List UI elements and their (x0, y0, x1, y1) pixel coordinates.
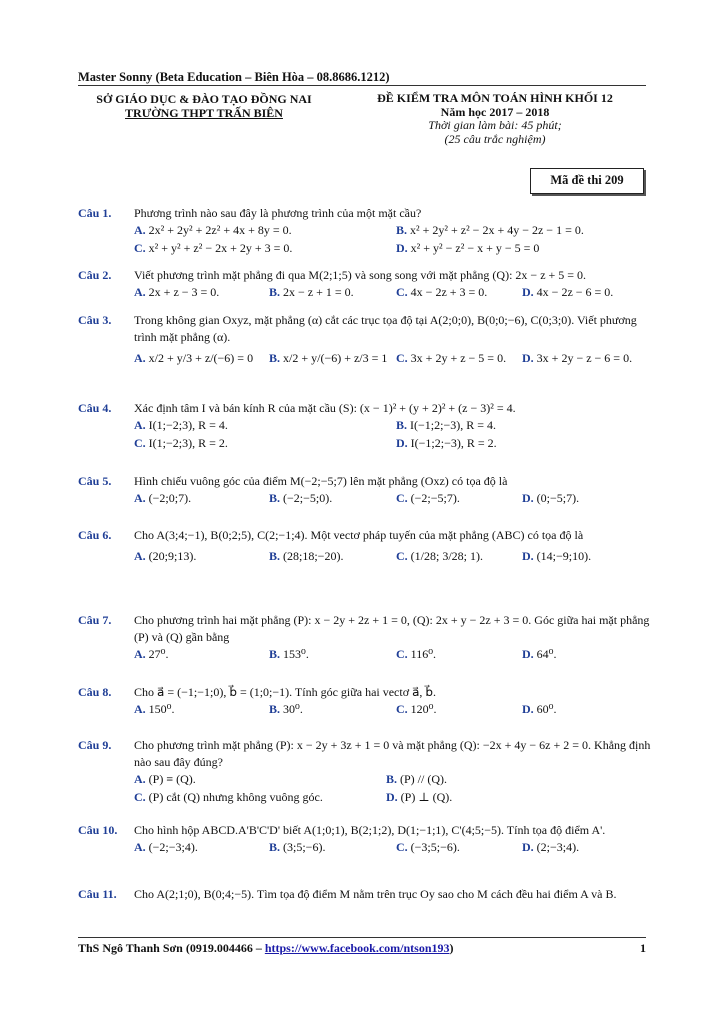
question-1 (78, 205, 652, 258)
option-c[interactable]: C. (1/28; 3/28; 1). (396, 549, 483, 563)
option-a[interactable]: A. 27⁰. (134, 647, 169, 661)
options-row (134, 417, 652, 435)
question-text: Cho A(2;1;0), B(0;4;−5). Tìm tọa độ điểm M nằm trên trục Oy sao cho M cách đều hai điểm A và B. (134, 887, 617, 901)
option-c[interactable]: C. (P) cắt (Q) nhưng không vuông góc. (134, 790, 323, 804)
page-number: 1 (640, 941, 646, 955)
option-d[interactable]: D. 4x − 2z − 6 = 0. (522, 285, 614, 299)
option-c[interactable]: C. 116⁰. (396, 647, 437, 661)
header-rule (78, 85, 646, 86)
options-row (134, 435, 652, 453)
question-text: Viết phương trình mặt phẳng đi qua M(2;1;5) và song song với mặt phẳng (Q): 2x − z + 5 = 0. (134, 268, 587, 282)
options-row (134, 240, 652, 258)
option-b[interactable]: B. (−2;−5;0). (269, 491, 333, 505)
question-number: Câu 8. (78, 685, 112, 699)
options-row (134, 490, 652, 508)
question-number: Câu 5. (78, 474, 112, 488)
option-d[interactable]: D. (14;−9;10). (522, 549, 592, 563)
option-d[interactable]: D. (P) ⊥ (Q). (386, 790, 453, 804)
option-c[interactable]: C. (−3;5;−6). (396, 840, 460, 854)
option-d[interactable]: D. I(−1;2;−3), R = 2. (396, 436, 497, 450)
option-b[interactable]: B. x² + 2y² + z² − 2x + 4y − 2z − 1 = 0. (396, 223, 584, 237)
option-a[interactable]: A. 150⁰. (134, 702, 175, 716)
school-name: TRƯỜNG THPT TRẤN BIÊN (125, 106, 283, 120)
option-a[interactable]: A. (−2;0;7). (134, 491, 192, 505)
options-row (134, 771, 652, 789)
question-text: Trong không gian Oxyz, mặt phẳng (α) cắt các trục tọa độ tại A(2;0;0), B(0;0;−6), C(0;3;0). Viết phương trình mặt phẳng (α). (134, 313, 637, 344)
options-row (134, 839, 652, 857)
question-5 (78, 473, 652, 508)
question-number: Câu 7. (78, 613, 112, 627)
school-year: Năm học 2017 – 2018 (440, 104, 550, 119)
option-d[interactable]: D. (0;−5;7). (522, 491, 580, 505)
option-b[interactable]: B. 153⁰. (269, 647, 309, 661)
question-text: Cho hình hộp ABCD.A'B'C'D' biết A(1;0;1), B(2;1;2), D(1;−1;1), C'(4;5;−5). Tính tọa độ điểm A'. (134, 823, 606, 837)
option-c[interactable]: C. 3x + 2y + z − 5 = 0. (396, 351, 507, 365)
option-c[interactable]: C. x² + y² + z² − 2x + 2y + 3 = 0. (134, 241, 293, 255)
footer (78, 941, 646, 956)
question-number: Câu 2. (78, 268, 112, 282)
footer-author: ThS Ngô Thanh Sơn (0919.004466 – (78, 941, 265, 955)
options-row (134, 646, 652, 664)
question-8 (78, 684, 652, 719)
option-c[interactable]: C. 4x − 2z + 3 = 0. (396, 285, 488, 299)
footer-link[interactable]: https://www.facebook.com/ntson193 (264, 941, 450, 955)
question-4 (78, 400, 652, 453)
department-name: SỞ GIÁO DỤC & ĐÀO TẠO ĐỒNG NAI (96, 92, 312, 106)
options-row (134, 789, 652, 807)
option-c[interactable]: C. 120⁰. (396, 702, 437, 716)
option-a[interactable]: A. 2x + z − 3 = 0. (134, 285, 220, 299)
option-b[interactable]: B. x/2 + y/(−6) + z/3 = 1 (269, 351, 388, 365)
question-number: Câu 1. (78, 206, 112, 220)
option-c[interactable]: C. I(1;−2;3), R = 2. (134, 436, 228, 450)
question-number: Câu 10. (78, 823, 118, 837)
school-block (84, 92, 324, 120)
question-text: Hình chiếu vuông góc của điểm M(−2;−5;7) lên mặt phẳng (Oxz) có tọa độ là (134, 474, 508, 488)
question-text: Cho a⃗ = (−1;−1;0), b⃗ = (1;0;−1). Tính góc giữa hai vectơ a⃗, b⃗. (134, 685, 437, 699)
question-text: Xác định tâm I và bán kính R của mặt cầu (S): (x − 1)² + (y + 2)² + (z − 3)² = 4. (134, 401, 516, 415)
question-text: Cho phương trình mặt phẳng (P): x − 2y + 3z + 1 = 0 và mặt phẳng (Q): −2x + 4y − 6z + 2 = 0. Khẳng định nào sau đây đúng? (134, 738, 651, 769)
option-a[interactable]: A. x/2 + y/3 + z/(−6) = 0 (134, 351, 254, 365)
option-b[interactable]: B. (3;5;−6). (269, 840, 326, 854)
option-d[interactable]: D. 64⁰. (522, 647, 557, 661)
footer-close: ) (449, 941, 454, 955)
question-number: Câu 3. (78, 313, 112, 327)
question-10 (78, 822, 652, 857)
option-a[interactable]: A. (P) ≡ (Q). (134, 772, 196, 786)
question-3 (78, 312, 652, 372)
option-a[interactable]: A. (20;9;13). (134, 549, 197, 563)
exam-info-block (340, 92, 650, 146)
options-row (134, 222, 652, 240)
footer-rule (78, 937, 646, 938)
option-b[interactable]: B. 2x − z + 1 = 0. (269, 285, 354, 299)
option-b[interactable]: B. 30⁰. (269, 702, 303, 716)
question-9 (78, 737, 652, 807)
options-row (134, 544, 652, 570)
options-row (134, 701, 652, 719)
question-7 (78, 612, 652, 664)
option-b[interactable]: B. (28;18;−20). (269, 549, 344, 563)
question-11 (78, 886, 652, 903)
option-d[interactable]: D. (2;−3;4). (522, 840, 580, 854)
question-2 (78, 267, 652, 302)
option-c[interactable]: C. (−2;−5;7). (396, 491, 460, 505)
options-row (134, 346, 652, 372)
option-d[interactable]: D. x² + y² − z² − x + y − 5 = 0 (396, 241, 540, 255)
exam-time: Thời gian làm bài: 45 phút; (428, 118, 562, 132)
question-number: Câu 9. (78, 738, 112, 752)
option-a[interactable]: A. I(1;−2;3), R = 4. (134, 418, 228, 432)
question-number: Câu 11. (78, 887, 117, 901)
option-d[interactable]: D. 3x + 2y − z − 6 = 0. (522, 351, 633, 365)
option-b[interactable]: B. (P) // (Q). (386, 772, 448, 786)
option-a[interactable]: A. (−2;−3;4). (134, 840, 198, 854)
option-a[interactable]: A. 2x² + 2y² + 2z² + 4x + 8y = 0. (134, 223, 292, 237)
question-text: Phương trình nào sau đây là phương trình của một mặt cầu? (134, 206, 422, 220)
option-d[interactable]: D. 60⁰. (522, 702, 557, 716)
exam-title: ĐỀ KIỂM TRA MÔN TOÁN HÌNH KHỐI 12 (377, 91, 613, 105)
exam-code-box: Mã đề thi 209 (530, 168, 644, 194)
question-number: Câu 4. (78, 401, 112, 415)
question-text: Cho phương trình hai mặt phẳng (P): x − 2y + 2z + 1 = 0, (Q): 2x + y − 2z + 3 = 0. Góc giữa hai mặt phẳng (P) và (Q) gần bằng (134, 613, 650, 644)
options-row (134, 284, 652, 302)
question-number: Câu 6. (78, 528, 112, 542)
option-b[interactable]: B. I(−1;2;−3), R = 4. (396, 418, 496, 432)
question-text: Cho A(3;4;−1), B(0;2;5), C(2;−1;4). Một vectơ pháp tuyến của mặt phẳng (ABC) có tọa độ là (134, 528, 584, 542)
question-count: (25 câu trắc nghiệm) (444, 131, 546, 146)
question-6 (78, 527, 652, 570)
top-header-line: Master Sonny (Beta Education – Biên Hòa – 08.8686.1212) (78, 70, 390, 84)
